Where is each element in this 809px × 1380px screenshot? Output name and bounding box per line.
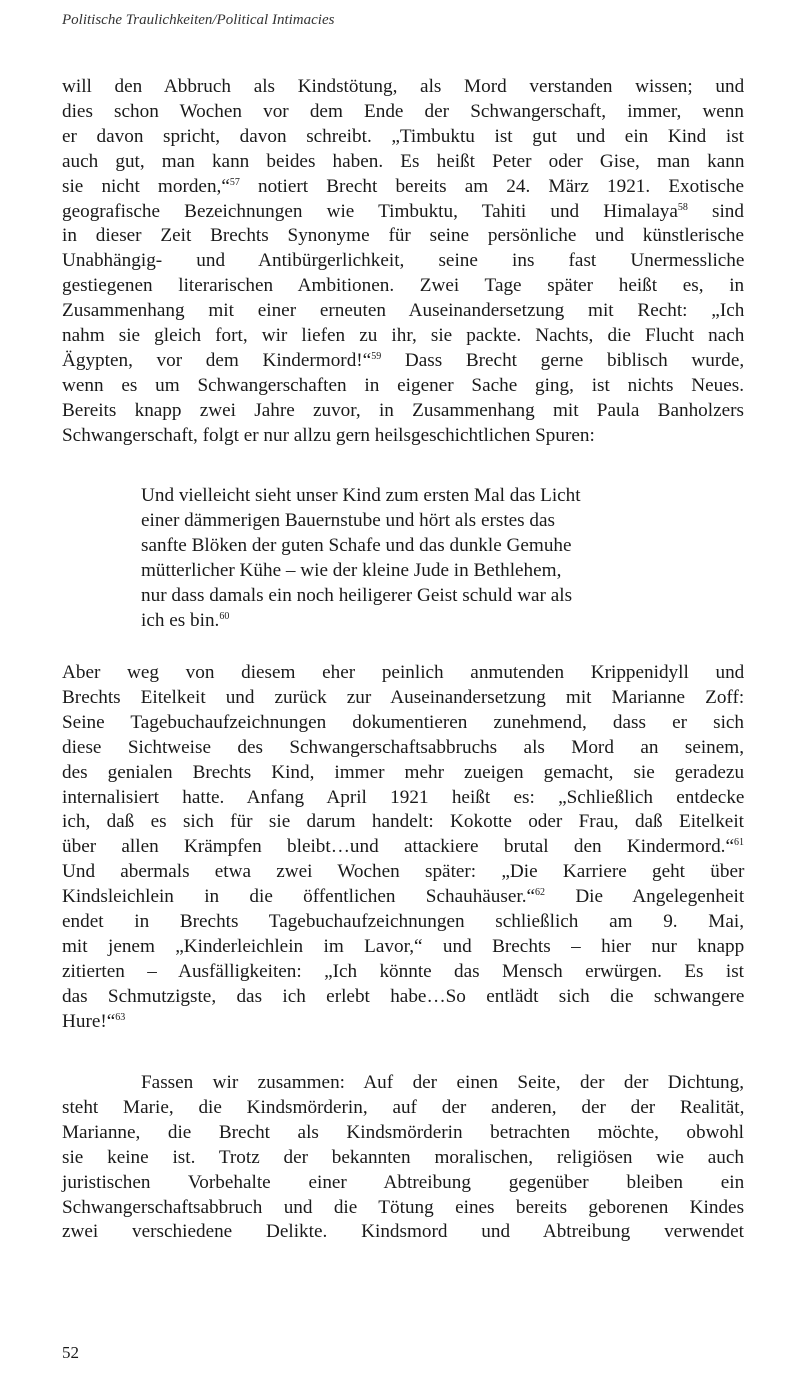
paragraph-3 <box>62 1071 744 1245</box>
quote-line: einer dämmerigen Bauernstube und hört als erstes das <box>141 509 556 531</box>
footnote-ref: 59 <box>371 350 382 362</box>
quote-line: mütterlicher Kühe – wie der kleine Jude in Bethlehem, <box>141 559 562 581</box>
quote-line: sanfte Blöken der guten Schafe und das dunkle Gemuhe <box>141 534 572 556</box>
quote-line: ich es bin.$^{60}$ <box>141 609 230 631</box>
text-line: das Schmutzigste, das ich erlebt habe…So entlädt sich die schwangere <box>62 985 745 1007</box>
text-line: Ägypten, vor dem Kindermord!“$^{59}$ Dass Brecht gerne biblisch wurde, <box>62 349 745 371</box>
text-line: zwei verschiedene Delikte. Kindsmord und Abtreibung verwendet <box>62 1221 744 1243</box>
text-line: in dieser Zeit Brechts Synonyme für seine persönliche und künstlerische <box>62 225 744 247</box>
text-line: Unabhängig- und Antibürgerlichkeit, seine ins fast Unermessliche <box>62 250 745 272</box>
text-line: internalisiert hatte. Anfang April 1921 heißt es: „Schließlich entdecke <box>62 786 745 808</box>
text-line: Kindsleichlein in die öffentlichen Schauhäuser.“$^{62}$ Die Angelegenheit <box>62 886 745 908</box>
text-line: ich, daß es sich für sie darum handelt: Kokotte oder Frau, daß Eitelkeit <box>62 811 744 833</box>
block-quote <box>141 484 701 633</box>
text-line: Aber weg von diesem eher peinlich anmutenden Krippenidyll und <box>62 662 745 683</box>
text-line: Marianne, die Brecht als Kindsmörderin betrachten möchte, obwohl <box>62 1121 744 1143</box>
text-line: steht Marie, die Kindsmörderin, auf der anderen, der der Realität, <box>62 1096 745 1118</box>
text-line: zitierten – Ausfälligkeiten: „Ich könnte das Mensch erwürgen. Es ist <box>62 960 744 982</box>
page-number: 52 <box>62 1343 79 1362</box>
text-line: mit jenem „Kinderleichlein im Lavor,“ und Brechts – hier nur knapp <box>62 935 745 957</box>
quote-line: nur dass damals ein noch heiligerer Geist schuld war als <box>141 584 573 606</box>
text-line: auch gut, man kann beides haben. Es heißt Peter oder Gise, man kann <box>62 150 745 172</box>
text-line: Schwangerschaft, folgt er nur allzu gern heilsgeschichtlichen Spuren: <box>62 424 595 446</box>
text-line: Brechts Eitelkeit und zurück zur Auseinandersetzung mit Marianne Zoff: <box>62 686 745 708</box>
text-line: wenn es um Schwangerschaften in eigener Sache ging, ist nichts Neues. <box>62 374 745 396</box>
text-line: dies schon Wochen vor dem Ende der Schwangerschaft, immer, wenn <box>62 100 744 122</box>
text-line: über allen Krämpfen bleibt…und attackiere brutal den Kindermord.“$^{61}$ <box>62 836 744 858</box>
footnote-ref: 62 <box>535 887 546 899</box>
text-line: gestiegenen literarischen Ambitionen. Zwei Tage später heißt es, in <box>62 275 745 297</box>
text-line: des genialen Brechts Kind, immer mehr zueigen gemacht, sie geradezu <box>62 761 745 783</box>
paragraph-2 <box>62 661 744 1035</box>
text-line: sie keine ist. Trotz der bekannten moralischen, religiösen wie auch <box>62 1146 744 1168</box>
quote-line: Und vielleicht sieht unser Kind zum ersten Mal das Licht <box>141 485 581 506</box>
text-line: juristischen Vorbehalte einer Abtreibung gegenüber bleiben ein <box>62 1171 745 1193</box>
footnote-ref: 61 <box>734 837 744 849</box>
text-line: Schwangerschaftsabbruch und die Tötung eines bereits geborenen Kindes <box>62 1196 745 1218</box>
footnote-ref: 63 <box>115 1011 126 1023</box>
running-head: Politische Traulichkeiten/Political Intimacies <box>62 12 335 28</box>
footnote-ref: 57 <box>229 176 240 188</box>
paragraph-1 <box>62 75 744 449</box>
text-line: er davon spricht, davon schreibt. „Timbuktu ist gut und ein Kind ist <box>62 125 744 147</box>
text-line: geografische Bezeichnungen wie Timbuktu, Tahiti und Himalaya$^{58}$ sind <box>62 200 744 222</box>
text-line: will den Abbruch als Kindstötung, als Mord verstanden wissen; und <box>62 76 745 97</box>
text-line: Bereits knapp zwei Jahre zuvor, in Zusammenhang mit Paula Banholzers <box>62 399 744 421</box>
footnote-ref: 58 <box>677 201 688 213</box>
text-line: Und abermals etwa zwei Wochen später: „Die Karriere geht über <box>62 861 745 883</box>
text-line: Fassen wir zusammen: Auf der einen Seite, der der Dichtung, <box>141 1072 744 1093</box>
text-line: sie nicht morden,“$^{57}$ notiert Brecht bereits am 24. März 1921. Exotische <box>62 175 744 197</box>
text-line: Zusammenhang mit einer erneuten Auseinandersetzung mit Recht: „Ich <box>62 300 745 322</box>
text-line: nahm sie gleich fort, wir liefen zu ihr, sie packte. Nachts, die Flucht nach <box>62 325 745 347</box>
footnote-ref: 60 <box>219 610 230 622</box>
text-line: endet in Brechts Tagebuchaufzeichnungen schließlich am 9. Mai, <box>62 911 744 933</box>
text-line: diese Sichtweise des Schwangerschaftsabbruchs als Mord an seinem, <box>62 736 744 758</box>
text-line: Seine Tagebuchaufzeichnungen dokumentieren zunehmend, dass er sich <box>62 711 745 733</box>
text-line: Hure!“$^{63}$ <box>62 1010 126 1032</box>
